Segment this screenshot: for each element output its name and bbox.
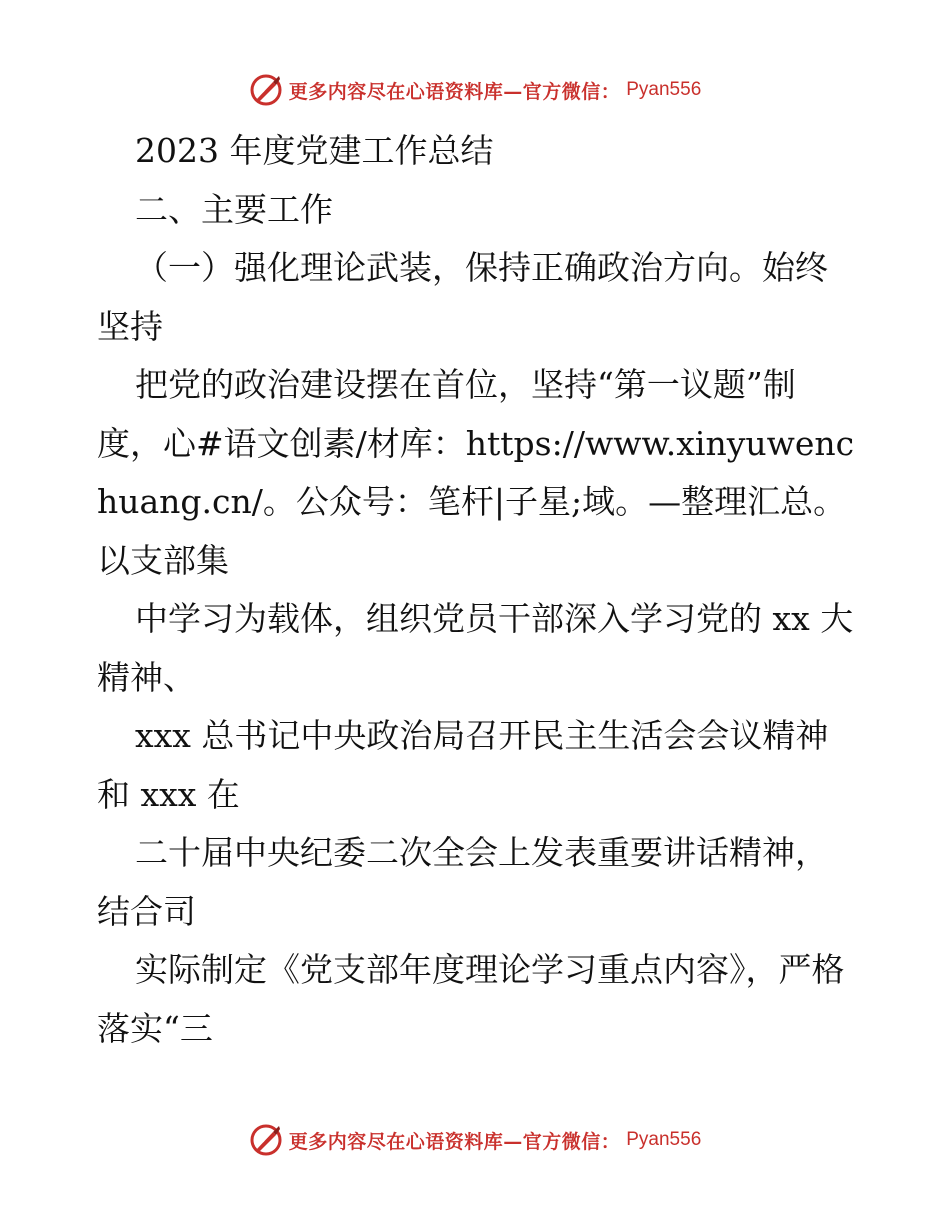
body-paragraph: 实际制定《党支部年度理论学习重点内容》，严格落实“三 (97, 950, 845, 1048)
body-paragraph: （一）强化理论武装，保持正确政治方向。始终坚持 (97, 248, 828, 346)
section-heading: 二、主要工作 (135, 189, 333, 229)
header-watermark-text: 更多内容尽在心语资料库—官方微信： (288, 80, 621, 103)
body-paragraph: xxx 总书记中央政治局召开民主生活会会议精神和 xxx 在 (97, 716, 829, 814)
quill-logo-icon (249, 1123, 283, 1157)
document-body (97, 122, 857, 1058)
document-title: 2023 年度党建工作总结 (135, 131, 494, 170)
body-paragraph: 把党的政治建设摆在首位，坚持“第一议题”制度，心#语文创素/材库：https://www.xinyuwenchuang.cn/。公众号：笔杆|子星;域。—整理汇总。以支部集 (97, 365, 855, 580)
body-paragraph: 二十届中央纪委二次全会上发表重要讲话精神，结合司 (97, 833, 828, 931)
footer-watermark-id: Pyan556 (626, 1129, 702, 1150)
footer-watermark-text: 更多内容尽在心语资料库—官方微信： (288, 1130, 621, 1153)
header-watermark (0, 70, 950, 110)
body-paragraph: 中学习为载体，组织党员干部深入学习党的 xx 大精神、 (97, 599, 854, 697)
footer-watermark (0, 1120, 950, 1160)
quill-logo-icon (249, 73, 283, 107)
header-watermark-id: Pyan556 (626, 79, 702, 100)
